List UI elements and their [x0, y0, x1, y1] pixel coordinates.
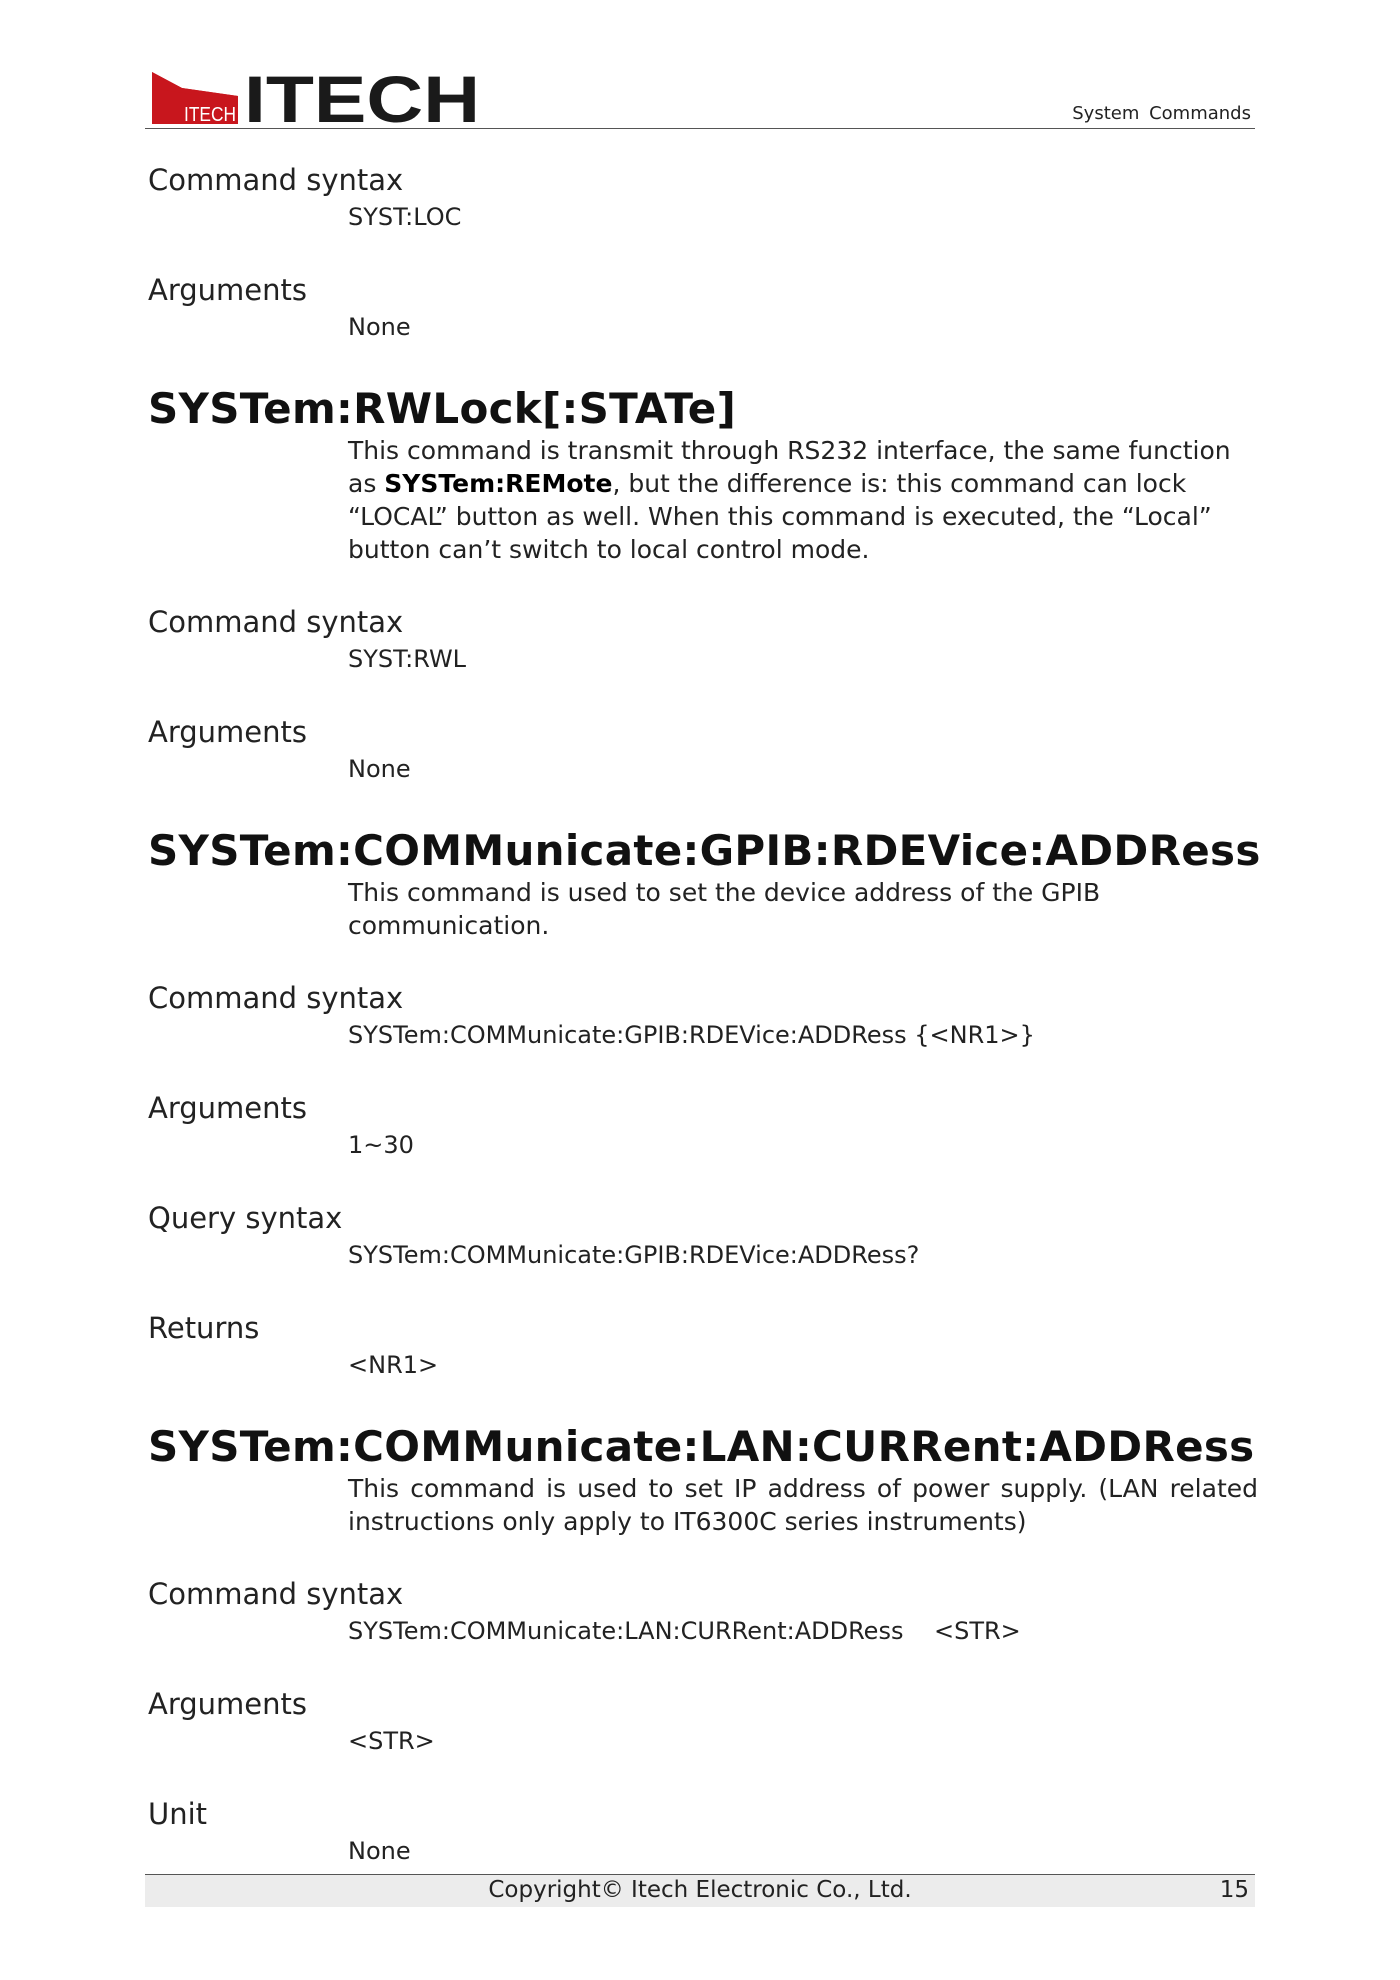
unit-label: Unit — [148, 1797, 208, 1831]
header-section-title: System Commands — [1072, 103, 1251, 124]
command-heading: SYSTem:RWLock[:STATe] — [148, 384, 737, 433]
description-text: , but the difference is: this command can lock “LOCAL” button as well. When this command is executed, the “Local” button can’t switch to local control mode. — [348, 469, 1212, 564]
arguments-label: Arguments — [148, 1687, 307, 1721]
description-text: This command is transmit through RS232 interface, the same function as — [348, 436, 1231, 498]
arguments-value: <STR> — [348, 1727, 435, 1755]
logo-mark-text: ITECH — [184, 104, 236, 126]
document-body — [148, 160, 1261, 1868]
section-lan-address — [148, 1422, 1258, 1868]
section-syst-loc — [148, 160, 1258, 344]
command-description: This command is used to set the device address of the GPIB communication. — [348, 878, 1101, 940]
command-syntax-label: Command syntax — [148, 163, 404, 197]
unit-value: None — [348, 1837, 411, 1865]
description-command-ref: SYSTem:REMote — [384, 469, 613, 498]
command-syntax-label: Command syntax — [148, 605, 404, 639]
arguments-value: None — [348, 313, 411, 341]
command-syntax-label: Command syntax — [148, 981, 404, 1015]
command-syntax-value: SYST:LOC — [348, 203, 462, 231]
arguments-label: Arguments — [148, 1091, 307, 1125]
command-description: This command is used to set IP address of power supply. (LAN related instructions only apply to IT6300C series instruments) — [348, 1474, 1258, 1536]
command-description — [348, 434, 1258, 566]
query-syntax-value: SYSTem:COMMunicate:GPIB:RDEVice:ADDRess? — [348, 1241, 920, 1269]
arguments-label: Arguments — [148, 273, 307, 307]
page-header — [145, 62, 1255, 129]
page-footer — [145, 1874, 1255, 1907]
command-syntax-value: SYSTem:COMMunicate:LAN:CURRent:ADDRess <STR> — [348, 1617, 1021, 1645]
command-heading: SYSTem:COMMunicate:LAN:CURRent:ADDRess — [148, 1422, 1255, 1471]
command-syntax-value: SYSTem:COMMunicate:GPIB:RDEVice:ADDRess {<NR1>} — [348, 1021, 1035, 1049]
returns-label: Returns — [148, 1311, 260, 1345]
arguments-value: 1~30 — [348, 1131, 414, 1159]
command-heading: SYSTem:COMMunicate:GPIB:RDEVice:ADDRess — [148, 826, 1261, 875]
arguments-value: None — [348, 755, 411, 783]
arguments-label: Arguments — [148, 715, 307, 749]
returns-value: <NR1> — [348, 1351, 439, 1379]
command-syntax-label: Command syntax — [148, 1577, 404, 1611]
query-syntax-label: Query syntax — [148, 1201, 343, 1235]
section-gpib-address — [148, 826, 1261, 1382]
page-number: 15 — [1219, 1877, 1249, 1903]
itech-logo — [152, 66, 482, 126]
section-rwlock — [148, 384, 1258, 786]
logo-text: ITECH — [244, 66, 480, 126]
footer-copyright: Copyright© Itech Electronic Co., Ltd. — [488, 1877, 912, 1903]
command-syntax-value: SYST:RWL — [348, 645, 467, 673]
